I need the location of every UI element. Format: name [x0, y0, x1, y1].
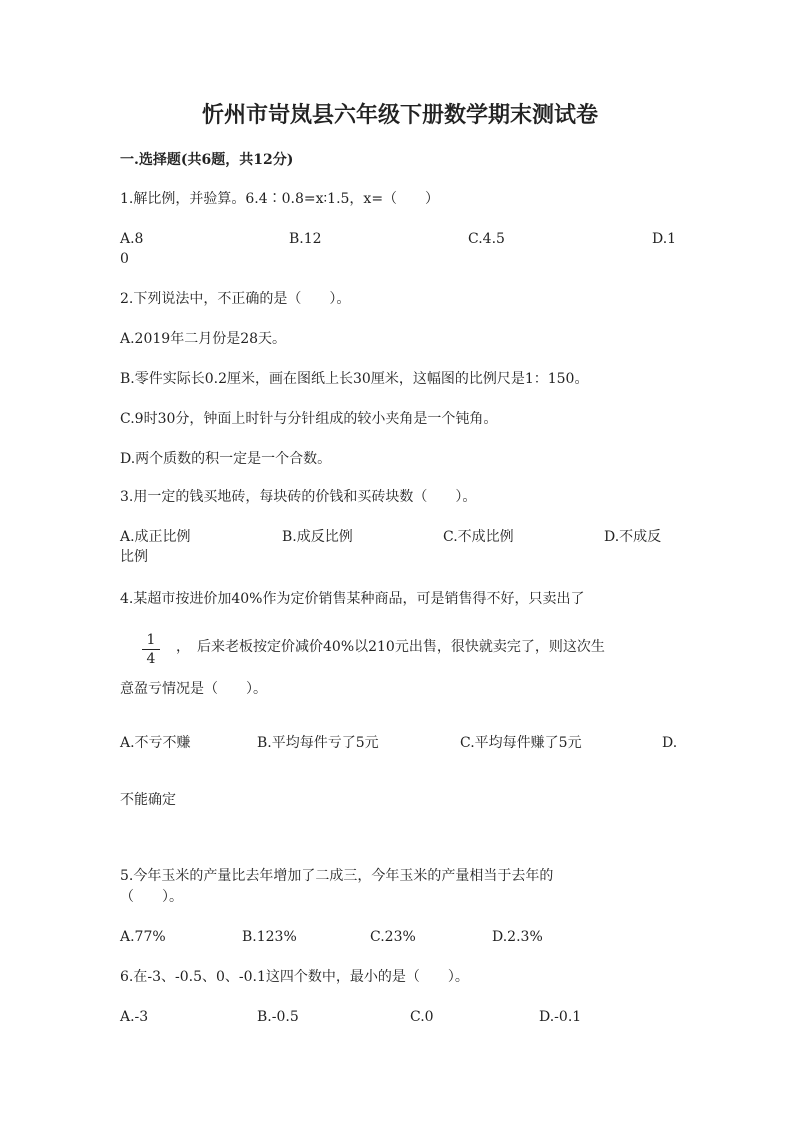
question-2-option-d: D.两个质数的积一定是一个合数。 — [120, 451, 332, 467]
question-6-option-a: A.-3 — [120, 1009, 149, 1025]
question-4-option-b: B.平均每件亏了5元 — [257, 735, 379, 751]
question-1-option-d-wrap: 0 — [120, 251, 129, 267]
question-4-stem-line-3: 意盈亏情况是（ ）。 — [120, 681, 267, 697]
question-2-stem: 2.下列说法中，不正确的是（ ）。 — [120, 291, 351, 307]
question-3-option-c: C.不成比例 — [443, 529, 514, 545]
question-3-option-b: B.成反比例 — [282, 529, 353, 545]
page-title: 忻州市岢岚县六年级下册数学期末测试卷 — [201, 102, 598, 128]
question-4-stem-line-2: ， 后来老板按定价减价40%以210元出售，很快就卖完了，则这次生 — [176, 639, 605, 655]
fraction-denominator: 4 — [146, 651, 156, 667]
question-5-stem-line-2: （ ）。 — [120, 889, 183, 905]
question-4-stem-line-1: 4.某超市按进价加40%作为定价销售某种商品，可是销售得不好，只卖出了 — [120, 591, 585, 607]
question-4-option-d-wrap: 不能确定 — [120, 792, 176, 808]
question-1-stem: 1.解比例，并验算。6.4∶0.8=x∶1.5，x=（ ） — [120, 191, 440, 207]
question-5-option-b: B.123% — [242, 929, 297, 945]
fraction-numerator: 1 — [146, 632, 156, 648]
question-5-option-d: D.2.3% — [492, 929, 543, 945]
question-5-stem-line-1: 5.今年玉米的产量比去年增加了二成三，今年玉米的产量相当于去年的 — [120, 868, 554, 884]
question-6-option-b: B.-0.5 — [257, 1009, 299, 1025]
fraction-bar — [142, 649, 160, 650]
question-5-option-c: C.23% — [370, 929, 416, 945]
question-5-option-a: A.77% — [120, 929, 166, 945]
section-heading: 一.选择题(共6题，共12分) — [120, 152, 294, 168]
question-2-option-b: B.零件实际长0.2厘米，画在图纸上长30厘米，这幅图的比例尺是1：150。 — [120, 371, 589, 387]
question-1-option-b: B.12 — [289, 231, 322, 247]
question-4-option-d: D. — [662, 735, 678, 751]
fraction-one-quarter — [140, 632, 162, 667]
question-1-option-c: C.4.5 — [468, 231, 505, 247]
question-3-stem: 3.用一定的钱买地砖，每块砖的价钱和买砖块数（ ）。 — [120, 489, 477, 505]
question-4-option-a: A.不亏不赚 — [120, 735, 191, 751]
question-2-option-c: C.9时30分，钟面上时针与分针组成的较小夹角是一个钝角。 — [120, 411, 498, 427]
question-3-option-d-wrap: 比例 — [120, 549, 148, 565]
question-3-option-a: A.成正比例 — [120, 529, 191, 545]
question-6-option-c: C.0 — [410, 1009, 434, 1025]
question-6-option-d: D.-0.1 — [539, 1009, 582, 1025]
question-6-stem: 6.在-3、-0.5、0、-0.1这四个数中，最小的是（ ）。 — [120, 969, 469, 985]
question-4-option-c: C.平均每件赚了5元 — [460, 735, 582, 751]
question-2-option-a: A.2019年二月份是28天。 — [120, 331, 287, 347]
question-1-option-d: D.1 — [652, 231, 677, 247]
question-1-option-a: A.8 — [120, 231, 144, 247]
question-3-option-d: D.不成反 — [604, 529, 662, 545]
